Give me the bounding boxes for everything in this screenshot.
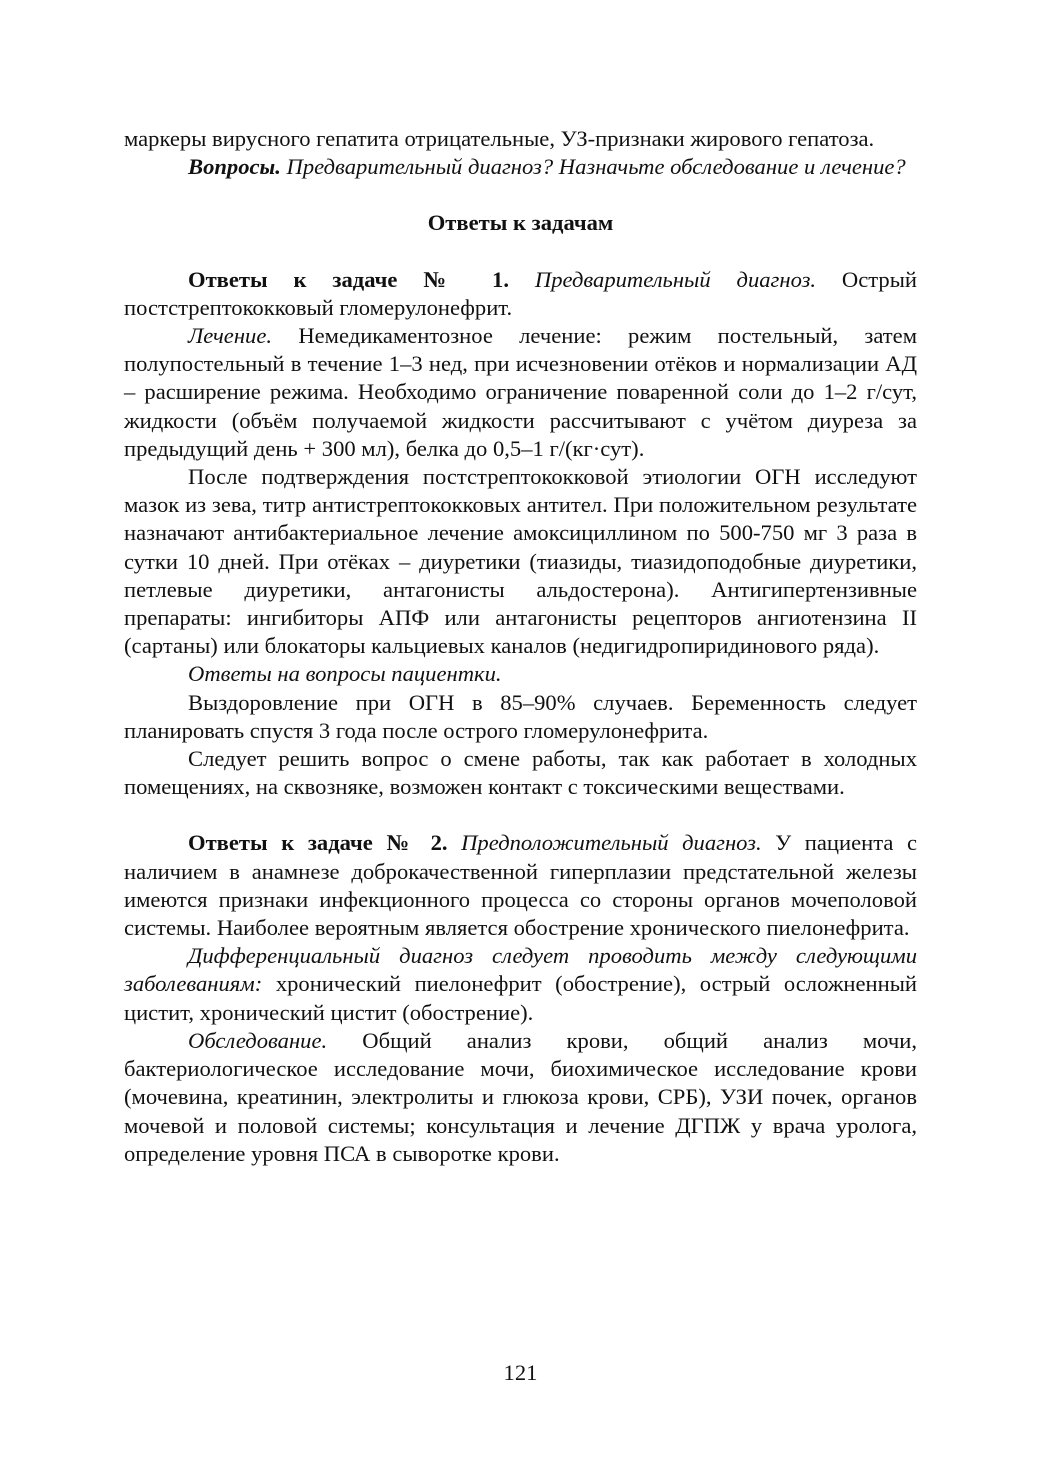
task1-etiology-paragraph [124, 463, 917, 660]
task1-work-text: Следует решить вопрос о смене работы, так как работает в холодных помещениях, на сквозняке, возможен контакт с токсическими веществами. [124, 746, 917, 800]
task2-diagnosis-paragraph [124, 829, 917, 942]
section-title: Ответы к задачам [427, 210, 614, 236]
task2-label: Ответы к задаче № 2. [188, 830, 448, 856]
task2-exam-text: Общий анализ крови, общий анализ мочи, бактериологическое исследование мочи, биохимическое исследование крови (мочевина, креатинин, электролиты и глюкоза крови, СРБ), УЗИ почек, органов мочевой и половой системы; консультация и лечение ДГПЖ у врача уролога, определение уровня ПСА в сыворотке крови. [124, 1027, 917, 1166]
task1-treatment-label: Лечение. [188, 323, 273, 349]
task2-exam-paragraph [124, 1027, 917, 1168]
task1-answers-label: Ответы на вопросы пациентки. [188, 661, 502, 687]
task2-exam-label: Обследование. [188, 1027, 328, 1053]
task1-treatment-text: Немедикаментозное лечение: режим постельный, затем полупостельный в течение 1–3 нед, при исчезновении отёков и нормализации АД – расширение режима. Необходимо ограничение поваренной соли до 1–2 г/сут, жидкости (объём получаемой жидкости рассчитывают с учётом диуреза за предыдущий день + 300 мл), белка до 0,5–1 г/(кг·сут). [124, 323, 917, 461]
task1-work-paragraph [124, 745, 917, 801]
task1-diagnosis-paragraph [124, 266, 917, 322]
page-body [124, 125, 917, 1168]
questions-text: Предварительный диагноз? Назначьте обследование и лечение? [286, 154, 906, 180]
intro-text: маркеры вирусного гепатита отрицательные, УЗ-признаки жирового гепатоза. [124, 126, 875, 151]
task2-differential-paragraph [124, 942, 917, 1027]
task1-diagnosis-text: Острый постстрептококковый гломерулонефрит. [124, 266, 917, 320]
task2-differential-text: хронический пиелонефрит (обострение), острый осложненный цистит, хронический цистит (обострение). [124, 971, 917, 1025]
questions-paragraph [124, 153, 917, 181]
task1-etiology-text: После подтверждения постстрептококковой этиологии ОГН исследуют мазок из зева, титр антистрептококковых антител. При положительном результате назначают антибактериальное лечение амоксициллином по 500-750 мг 3 раза в сутки 10 дней. При отёках – диуретики (тиазиды, тиазидоподобные диуретики, петлевые диуретики, антагонисты альдостерона). Антигипертензивные препараты: ингибиторы АПФ или антагонисты рецепторов ангиотензина II (сартаны) или блокаторы кальциевых каналов (недигидропиридинового ряда). [124, 464, 917, 659]
task1-diagnosis-label: Предварительный диагноз. [534, 266, 817, 292]
questions-label: Вопросы. [188, 154, 281, 180]
task1-answers-paragraph [124, 660, 917, 688]
task1-label: Ответы к задаче № 1. [188, 266, 509, 292]
task1-treatment-paragraph [124, 322, 917, 463]
task2-diagnosis-text: У пациента с наличием в анамнезе доброкачественной гиперплазии предстательной железы имеются признаки инфекционного процесса со стороны органов мочеполовой системы. Наиболее вероятным является обострение хронического пиелонефрита. [124, 830, 917, 941]
intro-paragraph [124, 125, 917, 153]
task1-recovery-paragraph [124, 689, 917, 745]
task2-differential-label: Дифференциальный диагноз следует проводить между следующими заболеваниям: [124, 943, 917, 997]
page-number: 121 [503, 1360, 538, 1385]
task2-diagnosis-label: Предположительный диагноз. [461, 830, 762, 856]
task1-recovery-text: Выздоровление при ОГН в 85–90% случаев. Беременность следует планировать спустя 3 года после острого гломерулонефрита. [124, 689, 917, 743]
